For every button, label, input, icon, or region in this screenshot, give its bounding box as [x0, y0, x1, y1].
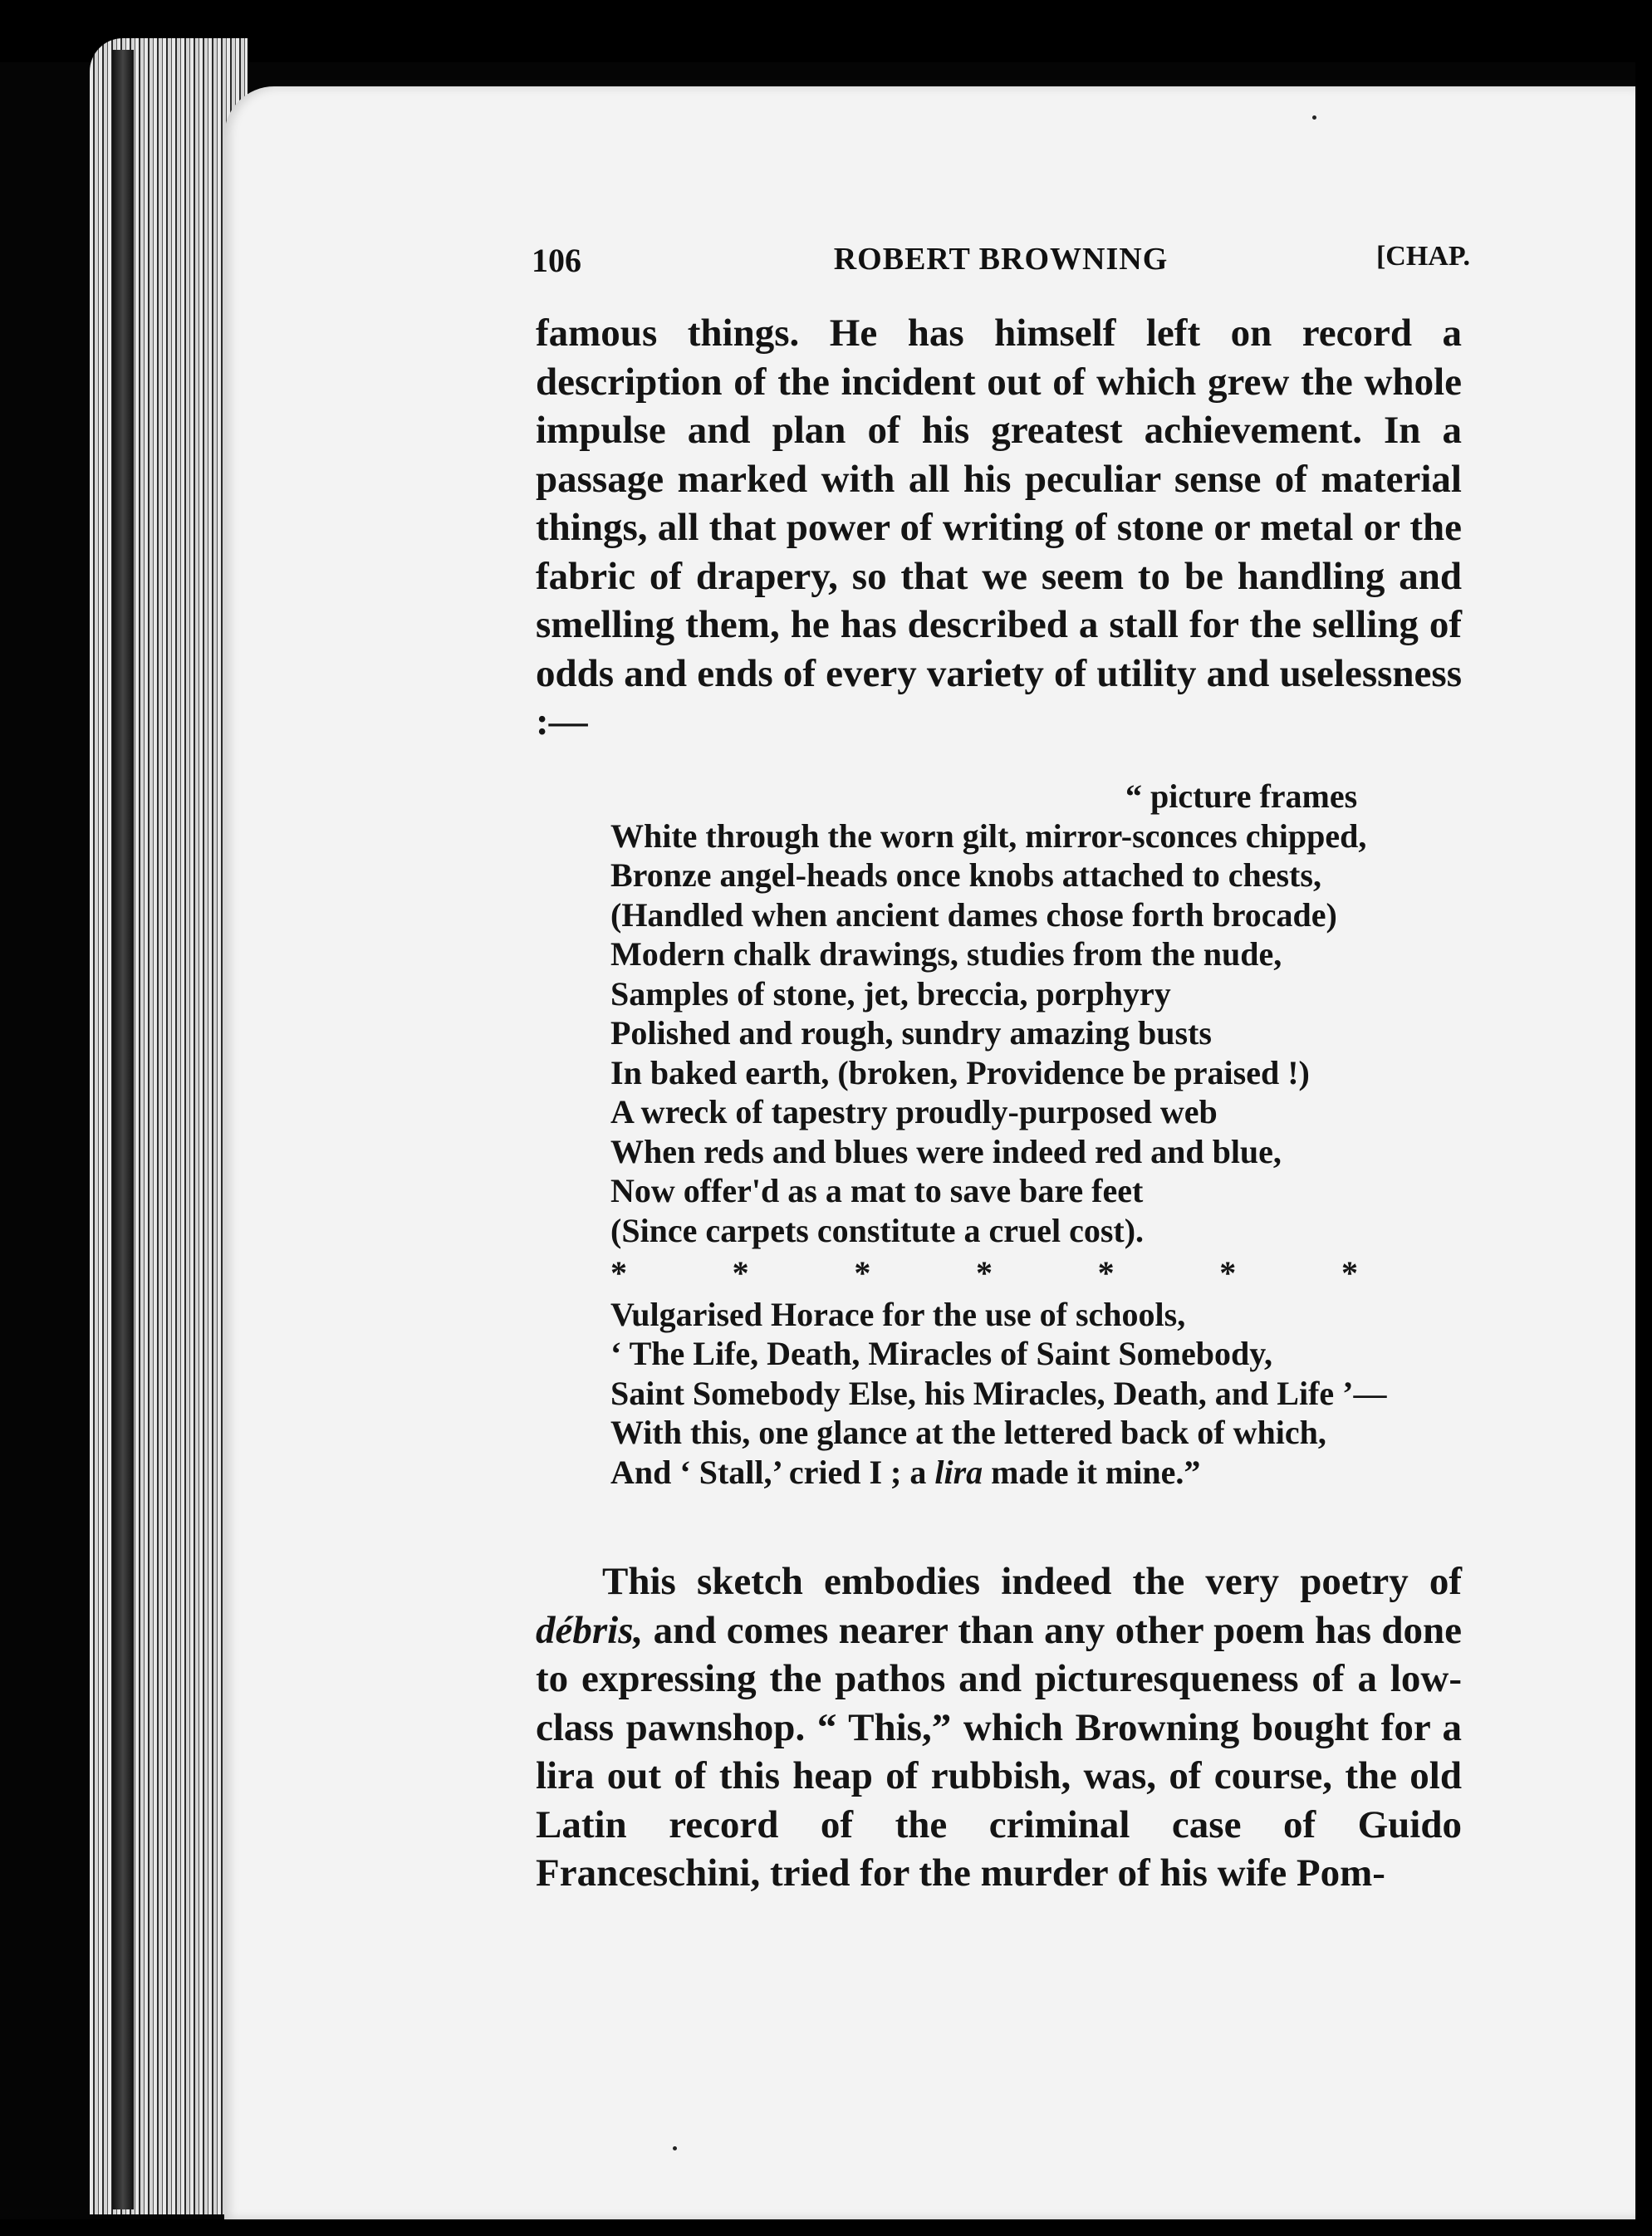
verse-line: Now offer'd as a mat to save bare feet	[610, 1172, 1144, 1209]
paragraph-text-start: This sketch embodies indeed the very poetry of	[602, 1560, 1462, 1603]
asterisk: *	[1097, 1254, 1115, 1292]
running-head	[532, 241, 1470, 287]
verse-line: When reds and blues were indeed red and blue,	[610, 1132, 1282, 1170]
paragraph-text	[536, 1557, 1462, 1898]
body-paragraph	[536, 1557, 1462, 1898]
asterisk: *	[975, 1254, 993, 1292]
verse-line: Vulgarised Horace for the use of schools,	[610, 1295, 1186, 1333]
verse-line: ‘ The Life, Death, Miracles of Saint Somebody,	[610, 1335, 1273, 1372]
verse-line: (Since carpets constitute a cruel cost).	[610, 1211, 1145, 1249]
body-paragraph	[536, 309, 1462, 747]
verse-text: made it mine.”	[983, 1453, 1201, 1491]
italic-word: débris,	[536, 1608, 644, 1652]
asterisk: *	[1219, 1254, 1237, 1292]
verse-line: “ picture frames	[1125, 777, 1358, 815]
chapter-mark: [CHAP.	[1375, 241, 1470, 272]
verse-line: White through the worn gilt, mirror-sconces chipped,	[610, 816, 1367, 855]
book-binding	[112, 50, 134, 2209]
scan-bottom-border	[0, 2219, 1652, 2236]
verse-text: And ‘ Stall,’ cried I ; a	[610, 1453, 935, 1491]
scan-speck	[1312, 115, 1316, 120]
verse-line: Bronze angel-heads once knobs attached to chests,	[610, 856, 1321, 894]
verse-line: Samples of stone, jet, breccia, porphyry	[610, 974, 1171, 1013]
verse-line: (Handled when ancient dames chose forth brocade)	[610, 895, 1337, 934]
running-title: ROBERT BROWNING	[833, 242, 1169, 277]
page-number: 106	[532, 242, 581, 279]
verse-line: In baked earth, (broken, Providence be praised !)	[610, 1053, 1310, 1091]
verse-line: Polished and rough, sundry amazing busts	[610, 1014, 1212, 1052]
asterisk: *	[610, 1254, 627, 1292]
scan-speck	[673, 2146, 677, 2150]
paragraph-text-rest: and comes nearer than any other poem has done to expressing the pathos and picturesqueness of a low-class pawnshop. “ This,” which Browning bought for a lira out of this heap of rubbish, was, of course, the old Latin record of the criminal case of Guido Franceschini, tried for the murder of his wife Pom-	[536, 1608, 1462, 1895]
verse-line: Saint Somebody Else, his Miracles, Death, and Life ’—	[610, 1374, 1387, 1412]
scan-right-border	[1635, 0, 1652, 2236]
italic-word: lira	[934, 1453, 983, 1491]
verse-quotation	[610, 777, 1441, 1492]
paragraph-text: famous things. He has himself left on record a description of the incident out of which grew the whole impulse and plan of his greatest achievement. In a passage marked with all his peculiar sense of material things, all that power of writing of stone or metal or the fabric of drapery, so that we seem to be handling and smelling them, he has described a stall for the selling of odds and ends of every variety of utility and uselessness :—	[536, 311, 1462, 743]
verse-line-last	[610, 1453, 1441, 1493]
asterisk: *	[854, 1254, 871, 1292]
asterisk-separator	[610, 1253, 1358, 1293]
asterisk: *	[1341, 1254, 1358, 1292]
scan-top-border	[0, 0, 1652, 62]
verse-line: A wreck of tapestry proudly-purposed web	[610, 1093, 1218, 1130]
verse-line: With this, one glance at the lettered back of which,	[610, 1414, 1326, 1451]
verse-line: Modern chalk drawings, studies from the nude,	[610, 935, 1282, 973]
asterisk: *	[732, 1254, 749, 1292]
